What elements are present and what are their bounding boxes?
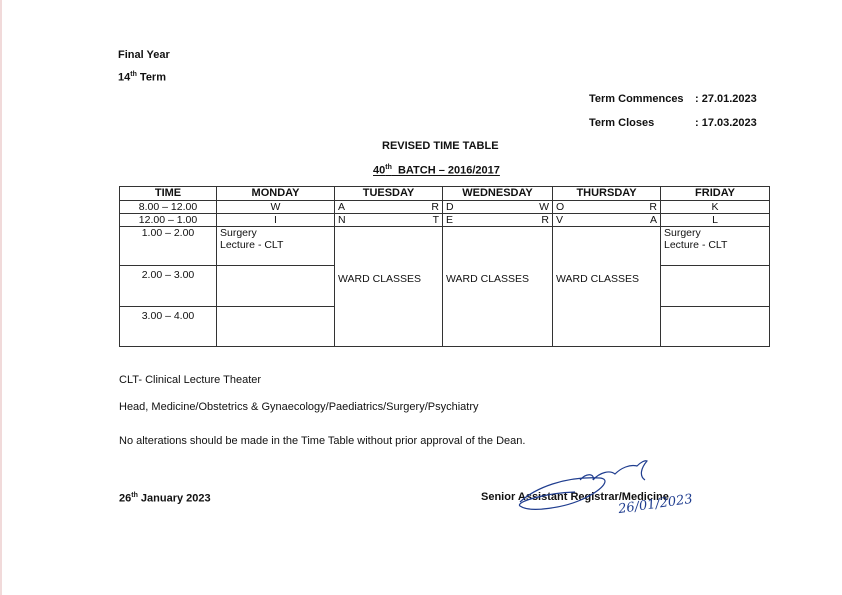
table-row <box>120 214 770 227</box>
year-label: Final Year <box>118 49 170 61</box>
cell-thursday: O R <box>553 201 661 214</box>
col-header-thursday: THURSDAY <box>553 187 661 201</box>
cell-monday: W <box>217 201 335 214</box>
cell-monday <box>217 266 335 307</box>
term-closes-value: : 17.03.2023 <box>695 117 757 129</box>
ward-classes-thursday: WARD CLASSES <box>553 227 661 347</box>
cell-tuesday: N T <box>335 214 443 227</box>
header-row <box>120 187 770 201</box>
col-header-tuesday: TUESDAY <box>335 187 443 201</box>
time-cell: 2.00 – 3.00 <box>120 266 217 307</box>
page-title: REVISED TIME TABLE <box>382 140 499 152</box>
table-row <box>120 201 770 214</box>
cell-tuesday: A R <box>335 201 443 214</box>
cell-friday: K <box>661 201 770 214</box>
clt-note: CLT- Clinical Lecture Theater <box>119 374 262 386</box>
table-row <box>120 227 770 266</box>
term-label: 14th Term <box>118 71 166 84</box>
cell-monday: I <box>217 214 335 227</box>
alterations-note: No alterations should be made in the Time Table without prior approval of the Dean. <box>119 435 526 447</box>
time-cell: 12.00 – 1.00 <box>120 214 217 227</box>
col-header-time: TIME <box>120 187 217 201</box>
cell-friday <box>661 266 770 307</box>
time-cell: 1.00 – 2.00 <box>120 227 217 266</box>
cell-monday: Surgery Lecture - CLT <box>217 227 335 266</box>
cell-friday: L <box>661 214 770 227</box>
page-edge <box>0 0 2 595</box>
term-commences-value: : 27.01.2023 <box>695 93 757 105</box>
cell-friday: Surgery Lecture - CLT <box>661 227 770 266</box>
ward-classes-tuesday: WARD CLASSES <box>335 227 443 347</box>
col-header-friday: FRIDAY <box>661 187 770 201</box>
cell-wednesday: D W <box>443 201 553 214</box>
heads-note: Head, Medicine/Obstetrics & Gynaecology/Paediatrics/Surgery/Psychiatry <box>119 401 479 413</box>
time-cell: 3.00 – 4.00 <box>120 307 217 347</box>
cell-friday <box>661 307 770 347</box>
cell-wednesday: E R <box>443 214 553 227</box>
col-header-wednesday: WEDNESDAY <box>443 187 553 201</box>
cell-monday <box>217 307 335 347</box>
col-header-monday: MONDAY <box>217 187 335 201</box>
time-cell: 8.00 – 12.00 <box>120 201 217 214</box>
timetable <box>119 186 770 347</box>
term-closes-label: Term Closes <box>589 117 655 129</box>
handwritten-date: 26/01/2023 <box>617 491 694 518</box>
issue-date: 26th January 2023 <box>119 492 211 505</box>
cell-thursday: V A <box>553 214 661 227</box>
signatory-title: Senior Assistant Registrar/Medicine <box>481 491 669 503</box>
ward-classes-wednesday: WARD CLASSES <box>443 227 553 347</box>
term-commences-label: Term Commences <box>589 93 684 105</box>
batch-title: 40th BATCH – 2016/2017 <box>373 164 500 177</box>
